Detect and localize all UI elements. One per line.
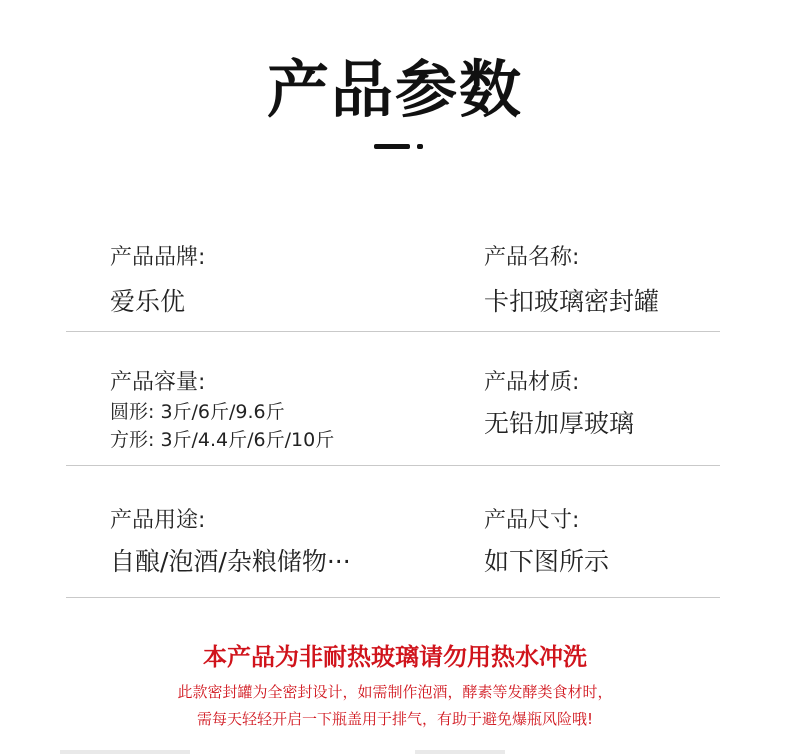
name-value: 卡扣玻璃密封罐 (484, 287, 660, 316)
size-value: 如下图所示 (484, 547, 610, 576)
row-divider (66, 597, 720, 598)
material-value: 无铅加厚玻璃 (484, 409, 635, 438)
size-label: 产品尺寸: (484, 508, 580, 533)
capacity-square: 方形: 3斤/4.4斤/6斤/10斤 (110, 429, 335, 451)
warning-note-line-2: 需每天轻轻开启一下瓶盖用于排气，有助于避免爆瓶风险哦! (196, 710, 594, 728)
heat-warning-headline: 本产品为非耐热玻璃请勿用热水冲洗 (203, 643, 587, 671)
row-divider (66, 465, 720, 466)
title-underline-dot (417, 144, 423, 149)
name-label: 产品名称: (484, 245, 580, 270)
row-divider (66, 331, 720, 332)
page-title: 产品参数 (266, 53, 523, 126)
capacity-round: 圆形: 3斤/6斤/9.6斤 (110, 401, 285, 423)
usage-value: 自酿/泡酒/杂粮储物··· (110, 547, 351, 576)
usage-label: 产品用途: (110, 508, 206, 533)
brand-value: 爱乐优 (110, 287, 186, 316)
title-underline (374, 144, 410, 149)
warning-note-line-1: 此款密封罐为全密封设计，如需制作泡酒，酵素等发酵类食材时， (177, 683, 613, 701)
capacity-label: 产品容量: (110, 370, 206, 395)
bottom-divider (60, 750, 190, 754)
material-label: 产品材质: (484, 370, 580, 395)
bottom-divider (415, 750, 505, 754)
brand-label: 产品品牌: (110, 245, 206, 270)
